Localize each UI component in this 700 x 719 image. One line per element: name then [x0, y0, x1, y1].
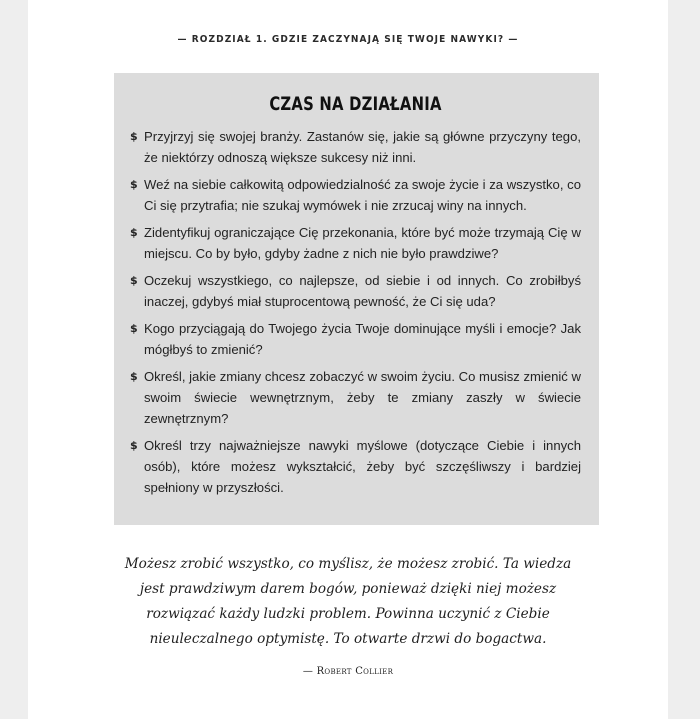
action-box — [114, 73, 599, 525]
action-item-text: Określ, jakie zmiany chcesz zobaczyć w swoim życiu. Co musisz zmienić w swoim świecie wewnętrznym, żeby te zmiany zaszły w świecie zewnętrznym? — [144, 369, 581, 426]
action-item-text: Określ trzy najważniejsze nawyki myślowe (dotyczące Ciebie i innych osób), które możesz wykształcić, żeby być szczęśliwszy i bardziej spełniony w przyszłości. — [144, 438, 581, 495]
action-item — [130, 366, 581, 429]
dollar-bullet-icon: $ — [130, 130, 138, 143]
action-item — [130, 222, 581, 264]
action-item — [130, 318, 581, 360]
dollar-bullet-icon: $ — [130, 439, 138, 452]
action-item-text: Przyjrzyj się swojej branży. Zastanów się, jakie są główne przyczyny tego, że niektórzy odnoszą większe sukcesy niż inni. — [144, 129, 581, 165]
quote-line: rozwiązać każdy ludzki problem. Powinna uczynić z Ciebie — [146, 606, 550, 622]
dollar-bullet-icon: $ — [130, 226, 138, 239]
action-item-text: Oczekuj wszystkiego, co najlepsze, od siebie i od innych. Co zrobiłbyś inaczej, gdybyś miał stuprocentową pewność, że Ci się uda? — [144, 273, 581, 309]
action-item — [130, 126, 581, 168]
action-item — [130, 435, 581, 498]
dollar-bullet-icon: $ — [130, 370, 138, 383]
quote-author: — Robert Collier — [302, 666, 394, 677]
dollar-bullet-icon: $ — [130, 274, 138, 287]
action-box-title: CZAS NA DZIAŁANIA — [269, 93, 442, 115]
quote-line: jest prawdziwym darem bogów, ponieważ dzięki niej możesz — [139, 581, 557, 597]
dollar-bullet-icon: $ — [130, 322, 138, 335]
action-item — [130, 270, 581, 312]
action-item-text: Zidentyfikuj ograniczające Cię przekonania, które być może trzymają Cię w miejscu. Co by było, gdyby żadne z nich nie było prawdziwe? — [144, 225, 581, 261]
action-item-text: Kogo przyciągają do Twojego życia Twoje dominujące myśli i emocje? Jak mógłbyś to zmienić? — [144, 321, 581, 357]
action-item-text: Weź na siebie całkowitą odpowiedzialność za swoje życie i za wszystko, co Ci się przytrafia; nie szukaj wymówek i nie zrzucaj winy na innych. — [144, 177, 581, 213]
action-item — [130, 174, 581, 216]
quote-line: nieuleczalnego optymistę. To otwarte drzwi do bogactwa. — [149, 631, 547, 647]
quote-block — [28, 552, 668, 652]
running-header: — ROZDZIAŁ 1. GDZIE ZACZYNAJĄ SIĘ TWOJE NAWYKI? — — [177, 34, 519, 45]
quote-line: Możesz zrobić wszystko, co myślisz, że możesz zrobić. Ta wiedza — [124, 556, 572, 572]
dollar-bullet-icon: $ — [130, 178, 138, 191]
book-page — [28, 0, 668, 719]
